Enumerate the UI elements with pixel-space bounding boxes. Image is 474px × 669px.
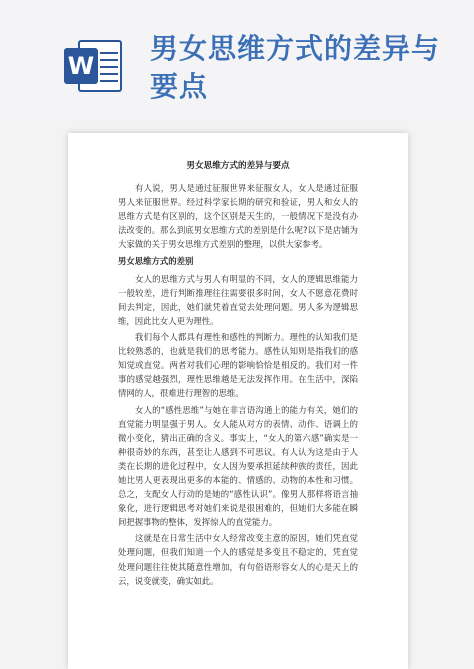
document-body [118, 159, 358, 590]
word-doc-icon [64, 38, 122, 94]
section-subheading: 男女思维方式的差别 [118, 255, 194, 266]
document-page [68, 133, 408, 669]
word-w-badge: W [64, 48, 98, 84]
body-paragraph: 这就是在日常生活中女人经常改变主意的原因，她们凭直觉处理问题，但我们知道一个人的感觉是多变且不稳定的，凭直觉处理问题往往使其随意性增加，有句俗语形容女人的心是天上的云，说变就变，确实如此。 [118, 533, 358, 586]
page-title: 男女思维方式的差异与要点 [150, 32, 441, 103]
header-banner [0, 0, 474, 120]
body-paragraph: 我们每个人都具有理性和感性的判断力。理性的认知我们是比较熟悉的，也就是我们的思考能力。感性认知则是指我们的感知觉或直觉。两者对我们心理的影响恰恰是相反的。我们对一件事的感觉越强烈，理性思维越是无法发挥作用。在生活中，深陷情网的人，很难进行理智的思维。 [118, 332, 358, 399]
intro-paragraph: 有人说，男人是通过征服世界来征服女人，女人是通过征服男人来征服世界。经过科学家长期的研究和验证，男人和女人的思维方式是有区别的，这个区别是天生的，一般情况下是没有办法改变的。那么到底男女思维方式的差别是什么呢?以下是店铺为大家做的关于男女思维方式差别的整理，以供大家参考。 [118, 183, 358, 250]
body-paragraph: 女人的“感性思维”与她在非言语沟通上的能力有关，她们的直觉能力明显强于男人。女人能从对方的表情、动作、语调上的微小变化，猜出正确的含义。事实上，“女人的第六感”确实是一种很奇妙的东西，甚至让人感到不可思议。有人认为这是由于人类在长期的进化过程中，女人因为要承担延续种族的责任，因此她比男人更表现出更多的本能的、情感的、动物的本性和习惯。总之，支配女人行动的是她的“感性认识”。像男人那样将语言抽象化，进行逻辑思考对她们来说是很困难的，但她们大多能在瞬间把握事物的整体，发挥惊人的直觉能力。 [118, 404, 358, 528]
body-paragraph: 女人的思维方式与男人有明显的不同，女人的逻辑思维能力一般较差，进行判断推理往往需要很多时间，女人不愿意花费时间去判定，因此，她们就凭着直觉去处理问题。男人多为逻辑思维，因此比女人更为理性。 [118, 273, 358, 326]
document-title: 男女思维方式的差异与要点 [186, 161, 290, 171]
